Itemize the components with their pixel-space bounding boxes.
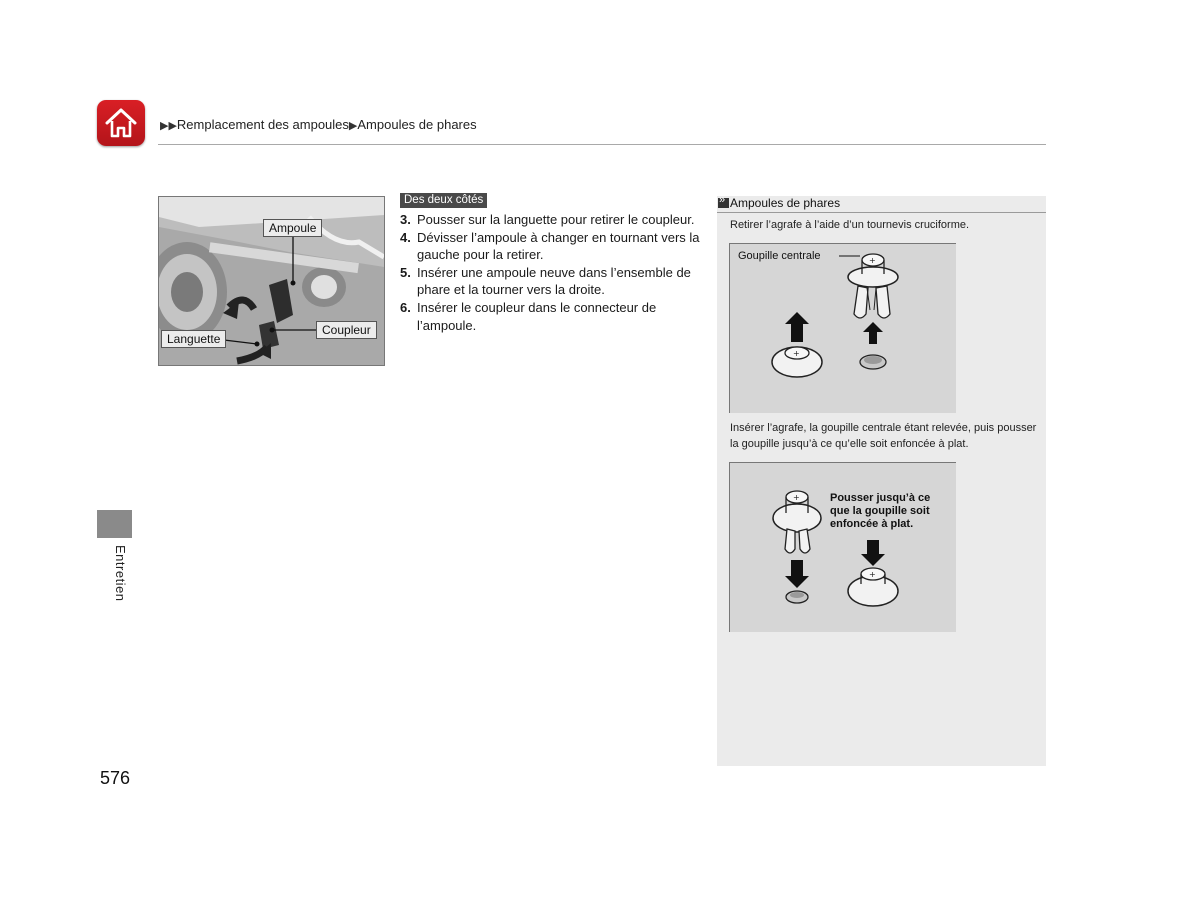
clip-insertion-drawing [730,463,956,632]
side-note-title: Ampoules de phares [730,196,841,210]
step-text: Insérer le coupleur dans le connecteur de l’ampoule. [417,299,657,333]
figure2-label-line: Pousser jusqu’à ce [830,492,931,504]
headlight-photo [158,196,385,366]
step-text: Insérer une ampoule neuve dans l’ensemble de phare et la tourner vers la droite. [417,264,691,298]
side-note-panel [717,196,1046,766]
svg-text:+: + [793,493,800,502]
chapter-tab[interactable] [97,510,132,538]
breadcrumb-arrow-icon: ▶ [348,120,358,132]
callout-connector: Coupleur [316,321,377,339]
breadcrumb [160,117,477,132]
side-note-intro: Retirer l’agrafe à l’aide d’un tournevis cruciforme. [730,219,970,231]
step-item [400,264,705,299]
step-text: Dévisser l’ampoule à changer en tournant vers la gauche pour la retirer. [417,229,700,263]
figure2-label-line: enfoncée à plat. [830,518,914,530]
figure2-label-line: que la goupille soit [830,505,930,517]
breadcrumb-arrow-icon: ▶▶ [160,120,177,132]
clip-removal-drawing [730,244,956,413]
figure1-label: Goupille centrale [738,250,821,262]
home-button[interactable] [97,100,145,146]
step-item [400,229,705,264]
home-icon [103,105,139,141]
callout-tab: Languette [161,330,226,348]
section-tag: Des deux côtés [400,193,487,208]
chapter-label: Entretien [113,545,128,602]
step-number: 6. [400,299,411,315]
clip-removal-figure [729,243,956,413]
step-item [400,211,705,229]
step-number: 5. [400,264,411,280]
step-text: Pousser sur la languette pour retirer le coupleur. [417,212,695,227]
breadcrumb-level-2[interactable]: Ampoules de phares [357,117,477,132]
step-item [400,299,705,334]
figure2-label [830,492,930,531]
step-number: 4. [400,229,411,245]
svg-text:+: + [793,349,800,358]
callout-bulb: Ampoule [263,219,322,237]
page-number: 576 [100,768,131,788]
breadcrumb-level-1[interactable]: Remplacement des ampoules [176,117,349,132]
instruction-steps [400,211,705,334]
svg-text:+: + [869,256,876,265]
side-note-middle: Insérer l’agrafe, la goupille centrale étant relevée, puis pousser la goupille jusqu’à ce qu’elle soit enfoncée à plat. [730,422,1037,450]
side-note-header [717,196,1046,213]
cross-reference-icon [718,198,729,208]
header-divider [158,144,1046,145]
clip-insertion-figure [729,462,956,632]
step-number: 3. [400,212,411,227]
svg-text:+: + [869,570,876,579]
